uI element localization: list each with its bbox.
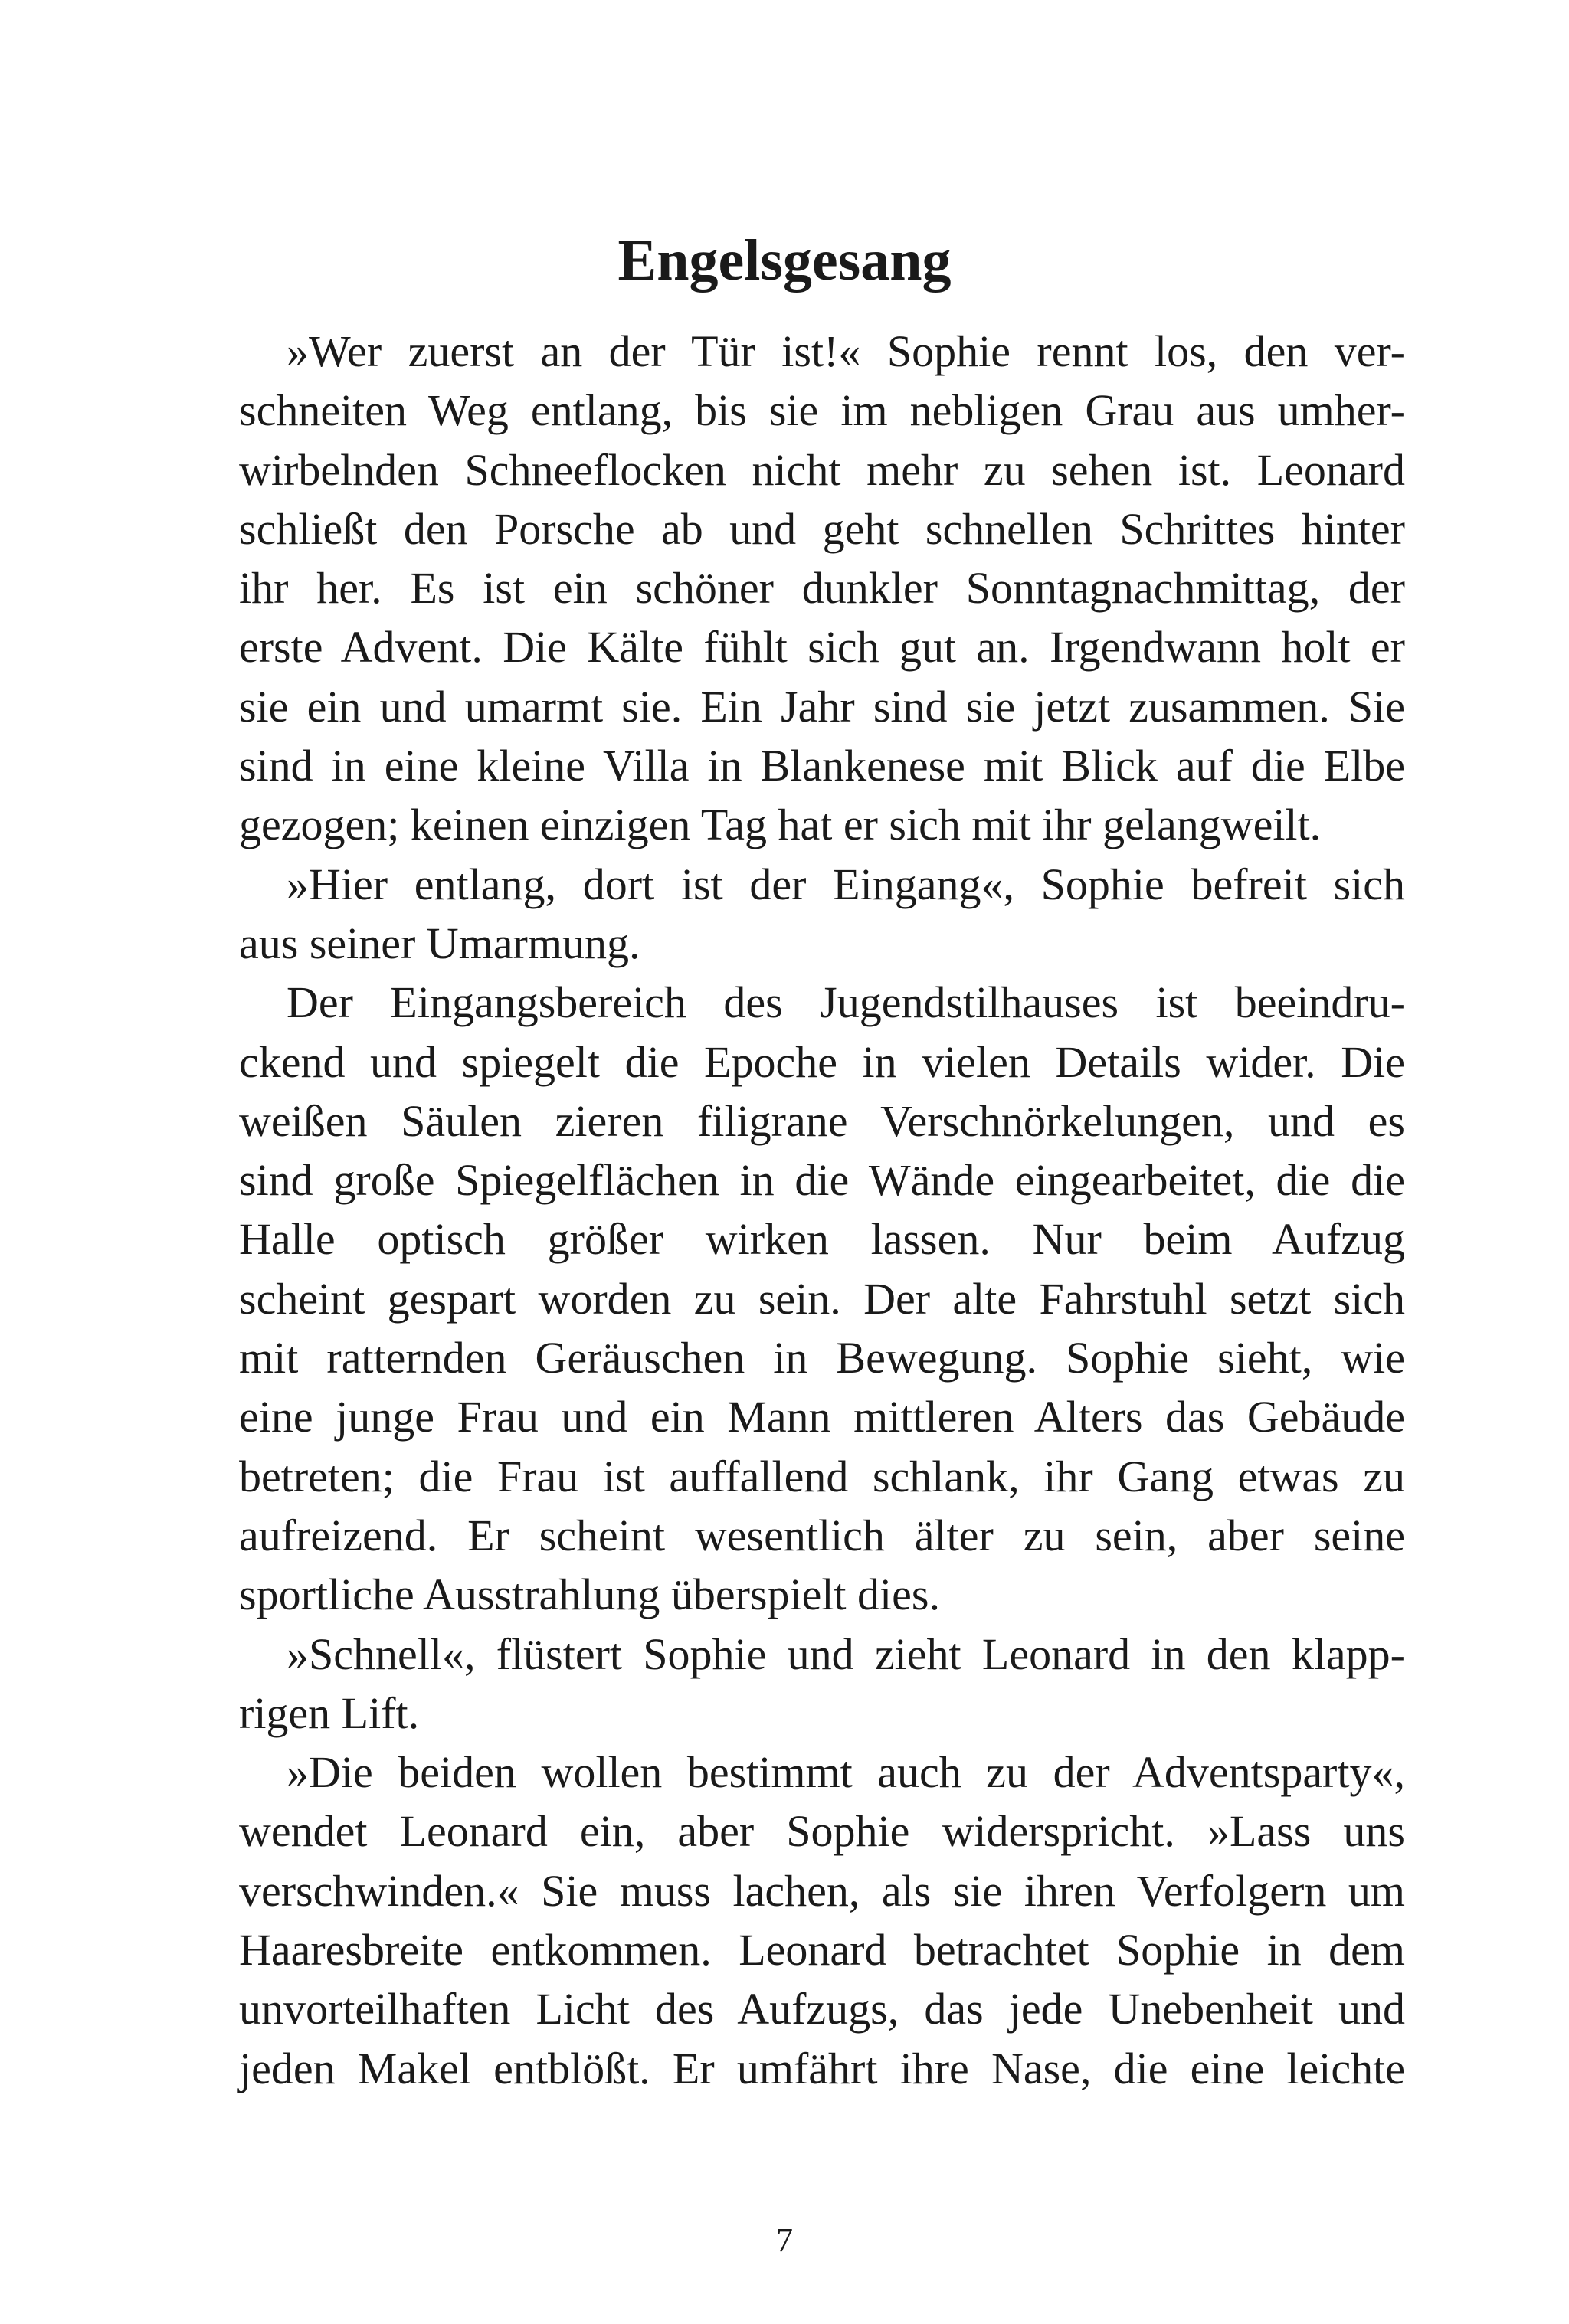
text-line: rigen Lift.: [239, 1687, 420, 1738]
text-line: eine junge Frau und ein Mann mittleren Alters das Gebäude: [239, 1392, 1405, 1442]
text-line: aufreizend. Er scheint wesentlich älter zu sein, aber seine: [239, 1510, 1405, 1560]
paragraph: [239, 973, 1405, 1624]
text-line: ckend und spiegelt die Epoche in vielen Details wider. Die: [239, 1036, 1405, 1087]
text-line: »Schnell«, flüstert Sophie und zieht Leonard in den klapp-: [287, 1628, 1405, 1679]
text-line: unvorteilhaften Licht des Aufzugs, das jede Unebenheit und: [239, 1984, 1405, 2034]
text-line: erste Advent. Die Kälte fühlt sich gut an. Irgendwann holt er: [239, 622, 1405, 673]
text-line: ihr her. Es ist ein schöner dunkler Sonntagnachmittag, der: [239, 563, 1405, 614]
chapter-title: Engelsgesang: [617, 228, 952, 293]
text-line: weißen Säulen zieren filigrane Verschnörkelungen, und es: [239, 1095, 1405, 1146]
text-line: wirbelnden Schneeflocken nicht mehr zu sehen ist. Leonard: [239, 444, 1405, 495]
text-line: verschwinden.« Sie muss lachen, als sie ihren Verfolgern um: [239, 1865, 1405, 1916]
text-line: »Wer zuerst an der Tür ist!« Sophie rennt los, den ver-: [287, 326, 1405, 376]
body-text: [239, 322, 1405, 2098]
text-line: sind große Spiegelflächen in die Wände eingearbeitet, die die: [239, 1155, 1405, 1206]
text-line: scheint gespart worden zu sein. Der alte Fahrstuhl setzt sich: [239, 1273, 1405, 1324]
text-line: sie ein und umarmt sie. Ein Jahr sind sie jetzt zusammen. Sie: [239, 681, 1405, 732]
text-line: sportliche Ausstrahlung überspielt dies.: [239, 1570, 940, 1620]
text-line: jeden Makel entblößt. Er umfährt ihre Nase, die eine leichte: [239, 2043, 1405, 2093]
text-line: gezogen; keinen einzigen Tag hat er sich mit ihr gelangweilt.: [239, 800, 1322, 850]
text-line: aus seiner Umarmung.: [239, 918, 640, 968]
paragraph: [239, 322, 1405, 855]
page-number: 7: [776, 2221, 793, 2259]
paragraph: [239, 855, 1405, 974]
text-line: wendet Leonard ein, aber Sophie widerspricht. »Lass uns: [239, 1806, 1405, 1857]
text-line: Der Eingangsbereich des Jugendstilhauses ist beeindru-: [287, 977, 1405, 1028]
text-line: betreten; die Frau ist auffallend schlank, ihr Gang etwas zu: [239, 1451, 1405, 1501]
paragraph: [239, 1625, 1405, 1743]
text-line: schneiten Weg entlang, bis sie im nebligen Grau aus umher-: [239, 385, 1405, 436]
text-line: Halle optisch größer wirken lassen. Nur beim Aufzug: [239, 1214, 1405, 1265]
text-line: Haaresbreite entkommen. Leonard betrachtet Sophie in dem: [239, 1925, 1405, 1975]
paragraph: [239, 1743, 1405, 2098]
text-line: »Die beiden wollen bestimmt auch zu der Adventsparty«,: [287, 1747, 1405, 1798]
text-line: »Hier entlang, dort ist der Eingang«, Sophie befreit sich: [287, 859, 1405, 909]
text-line: mit ratternden Geräuschen in Bewegung. Sophie sieht, wie: [239, 1333, 1405, 1383]
text-line: schließt den Porsche ab und geht schnellen Schrittes hinter: [239, 503, 1405, 554]
text-line: sind in eine kleine Villa in Blankenese mit Blick auf die Elbe: [239, 741, 1405, 791]
